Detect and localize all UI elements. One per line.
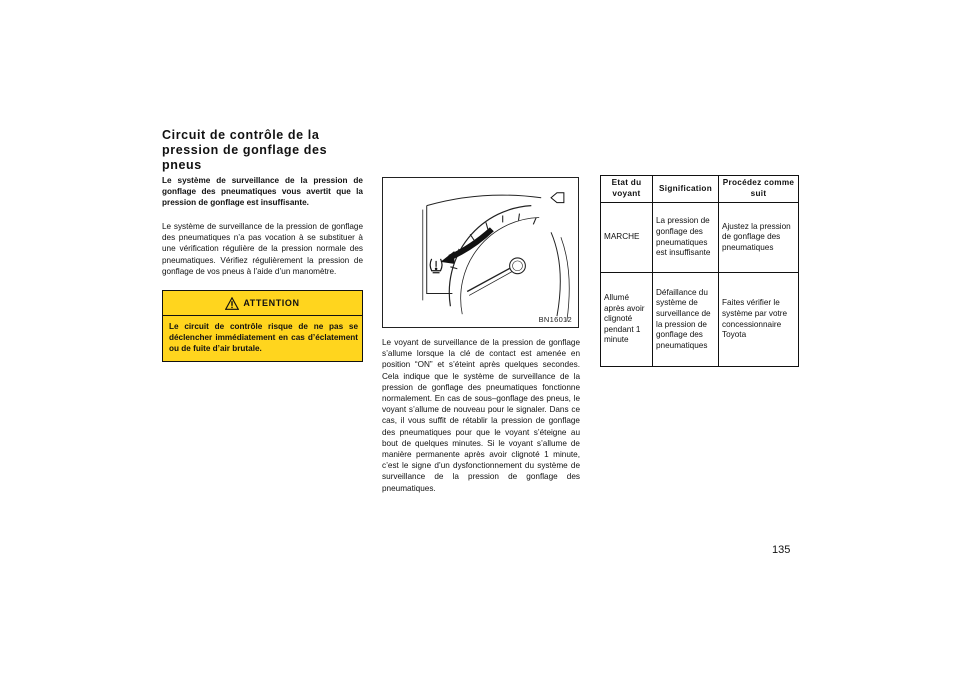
attention-box	[162, 290, 363, 362]
instrument-cluster-figure	[382, 177, 579, 328]
table-cell: Faites vérifier le système par votre concessionnaire Toyota	[719, 273, 799, 367]
figure-code: BN16012	[538, 315, 572, 324]
table-cell: Défaillance du système de surveillance de la pression de gonflage des pneumatiques	[653, 273, 719, 367]
instrument-cluster-illustration	[383, 178, 578, 327]
table-cell: Ajustez la pression de gonflage des pneumatiques	[719, 203, 799, 273]
arrow-icon	[441, 227, 494, 264]
tire-pressure-warning-icon	[430, 259, 442, 273]
table-row	[601, 273, 799, 367]
intro-paragraph: Le système de surveillance de la pression de gonflage des pneumatiques n’a pas vocation à se substituer à une vérification régulière de la pression normale des pneumatiques. Vérifiez régulièrement la pression de gonflage de vos pneus à l’aide d’un manomètre.	[162, 222, 363, 276]
table-cell: MARCHE	[601, 203, 653, 273]
header-action: Procédez comme suit	[719, 176, 799, 203]
door-ajar-icon	[551, 193, 564, 203]
table-header-row	[601, 176, 799, 203]
table-row	[601, 203, 799, 273]
intro-bold-paragraph: Le système de surveillance de la pression de gonflage des pneumatiques vous avertit que la pression de gonflage est insuffisante.	[162, 176, 363, 208]
attention-header	[163, 291, 362, 316]
description-paragraph: Le voyant de surveillance de la pression de gonflage s’allume lorsque la clé de contact est amenée en position “ON” et s’éteint après quelques secondes. Cela indique que le système de surveillance de la pression de gonflage des pneumatiques fonctionne normalement. En cas de sous–gonflage des pneus, le voyant s’allume de nouveau pour le signaler. Dans ce cas, il vous suffit de rétablir la pression de gonflage des pneumatiques pour que le voyant s’éteigne au bout de quelques minutes. Si le voyant s’allume de manière permanente après avoir clignoté 1 minute, c’est le signe d’un dysfonctionnement du système de surveillance de la pression de gonflage des pneumatiques.	[382, 338, 580, 493]
table-cell: Allumé après avoir clignoté pendant 1 minute	[601, 273, 653, 367]
warning-triangle-icon	[225, 297, 239, 310]
header-indicator-state: Etat du voyant	[601, 176, 653, 203]
table-cell: La pression de gonflage des pneumatiques est insuffisante	[653, 203, 719, 273]
page-number: 135	[772, 544, 791, 556]
header-meaning: Signification	[653, 176, 719, 203]
section-title: Circuit de contrôle de la pression de gonflage des pneus	[162, 128, 328, 172]
attention-title: ATTENTION	[243, 298, 300, 308]
indicator-status-table	[600, 175, 799, 367]
attention-text: Le circuit de contrôle risque de ne pas se déclencher immédiatement en cas d’éclatement ou de fuite d’air brutale.	[169, 322, 358, 354]
